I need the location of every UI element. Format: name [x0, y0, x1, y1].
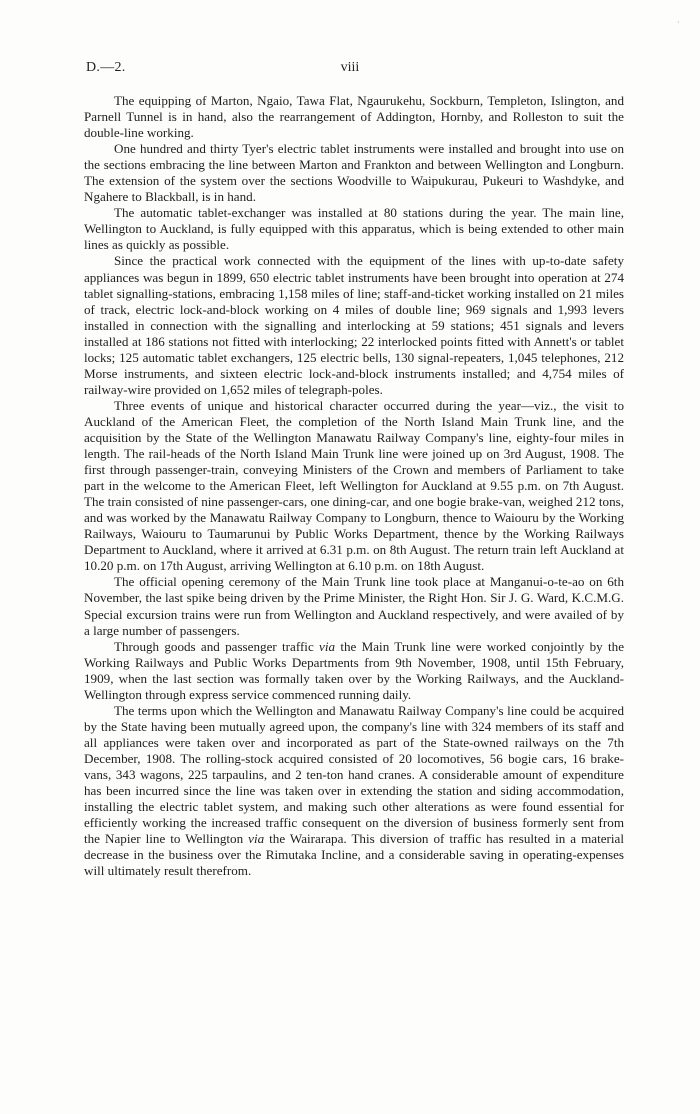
corner-mark: ·: [677, 18, 680, 27]
paragraph-safety-appliances: Since the practical work connected with the equipment of the lines with up-to-date safety appliances was begun in 1899, 650 electric tablet instruments have been brought into operation at 274 tablet signalling-stations, embracing 1,158 miles of line; staff-and-ticket working installed on 21 miles of track, electric lock-and-block working on 4 miles of double line; 969 signals and 1,993 levers installed in connection with the signalling and interlocking at 59 stations; 451 signals and levers installed at 186 stations not fitted with interlocking; 22 interlocked points fitted with Annett's or tablet locks; 125 automatic tablet exchangers, 125 electric bells, 130 signal-repeaters, 1,045 telephones, 212 Morse instruments, and sixteen electric lock-and-block instruments installed; and 4,754 miles of railway-wire provided on 1,652 miles of telegraph-poles.: [84, 253, 624, 397]
paragraph-tablet-instruments: One hundred and thirty Tyer's electric tablet instruments were installed and brought into use on the sections embracing the line between Marton and Frankton and between Wellington and Longburn. The extension of the system over the sections Woodville to Waipukurau, Pukeuri to Washdyke, and Ngahere to Blackball, is in hand.: [84, 141, 624, 205]
paragraph-manawatu-acquisition: The terms upon which the Wellington and Manawatu Railway Company's line could be acquired by the State having been mutually agreed upon, the company's line with 324 members of its staff and all appliances were taken over and incorporated as part of the State-owned railways on the 7th December, 1908. The rolling-stock acquired consisted of 20 locomotives, 56 bogie cars, 16 brake-vans, 343 wagons, 225 tarpaulins, and 2 ten-ton hand cranes. A considerable amount of expenditure has been incurred since the line was taken over in extending the station and siding accommodation, installing the electric tablet system, and making such other alterations as were found essential for efficiently working the increased traffic consequent on the diversion of business formerly sent from the Napier line to Wellington via the Wairarapa. This diversion of traffic has resulted in a material decrease in the business over the Rimutaka Incline, and a considerable saving in operating-expenses will ultimately result therefrom.: [84, 702, 624, 879]
paragraph-signalling-equipping: The equipping of Marton, Ngaio, Tawa Flat, Ngaurukehu, Sockburn, Templeton, Islington, and Parnell Tunnel is in hand, also the rearrangement of Addington, Hornby, and Rolleston to suit the double-line working.: [84, 93, 624, 141]
paragraph-tablet-exchanger: The automatic tablet-exchanger was installed at 80 stations during the year. The main line, Wellington to Auckland, is fully equipped with this apparatus, which is being extended to other main lines as quickly as possible.: [84, 205, 624, 253]
document-reference: D.—2.: [86, 60, 126, 75]
paragraph-historical-events: Three events of unique and historical character occurred during the year—viz., the visit to Auckland of the American Fleet, the completion of the North Island Main Trunk line, and the acquisition by the State of the Wellington Manawatu Railway Company's line, eighty-four miles in length. The rail-heads of the North Island Main Trunk line were joined up on 3rd August, 1908. The first through passenger-train, conveying Ministers of the Crown and members of Parliament to take part in the welcome to the American Fleet, left Wellington for Auckland at 9.55 p.m. on 7th August. The train consisted of nine passenger-cars, one dining-car, and one bogie brake-van, weighed 212 tons, and was worked by the Manawatu Railway Company to Longburn, thence to Waiouru by the Working Railways, Waiouru to Taumarunui by Public Works Department, thence by the Working Railways Department to Auckland, where it arrived at 6.31 p.m. on 8th August. The return train left Auckland at 10.20 p.m. on 17th August, arriving Wellington at 6.10 p.m. on 18th August.: [84, 397, 624, 574]
paragraph-through-traffic: Through goods and passenger traffic via the Main Trunk line were worked conjointly by the Working Railways and Public Works Departments from 9th November, 1908, until 15th February, 1909, when the last section was formally taken over by the Working Railways, and the Auckland-Wellington through express service commenced running daily.: [84, 638, 625, 702]
body-text: [84, 93, 624, 879]
page-number: viii: [340, 60, 360, 75]
paragraph-opening-ceremony: The official opening ceremony of the Main Trunk line took place at Manganui-o-te-ao on 6th November, the last spike being driven by the Prime Minister, the Right Hon. Sir J. G. Ward, K.C.M.G. Special excursion trains were run from Wellington and Auckland respectively, and were availed of by a large number of passengers.: [84, 574, 624, 638]
